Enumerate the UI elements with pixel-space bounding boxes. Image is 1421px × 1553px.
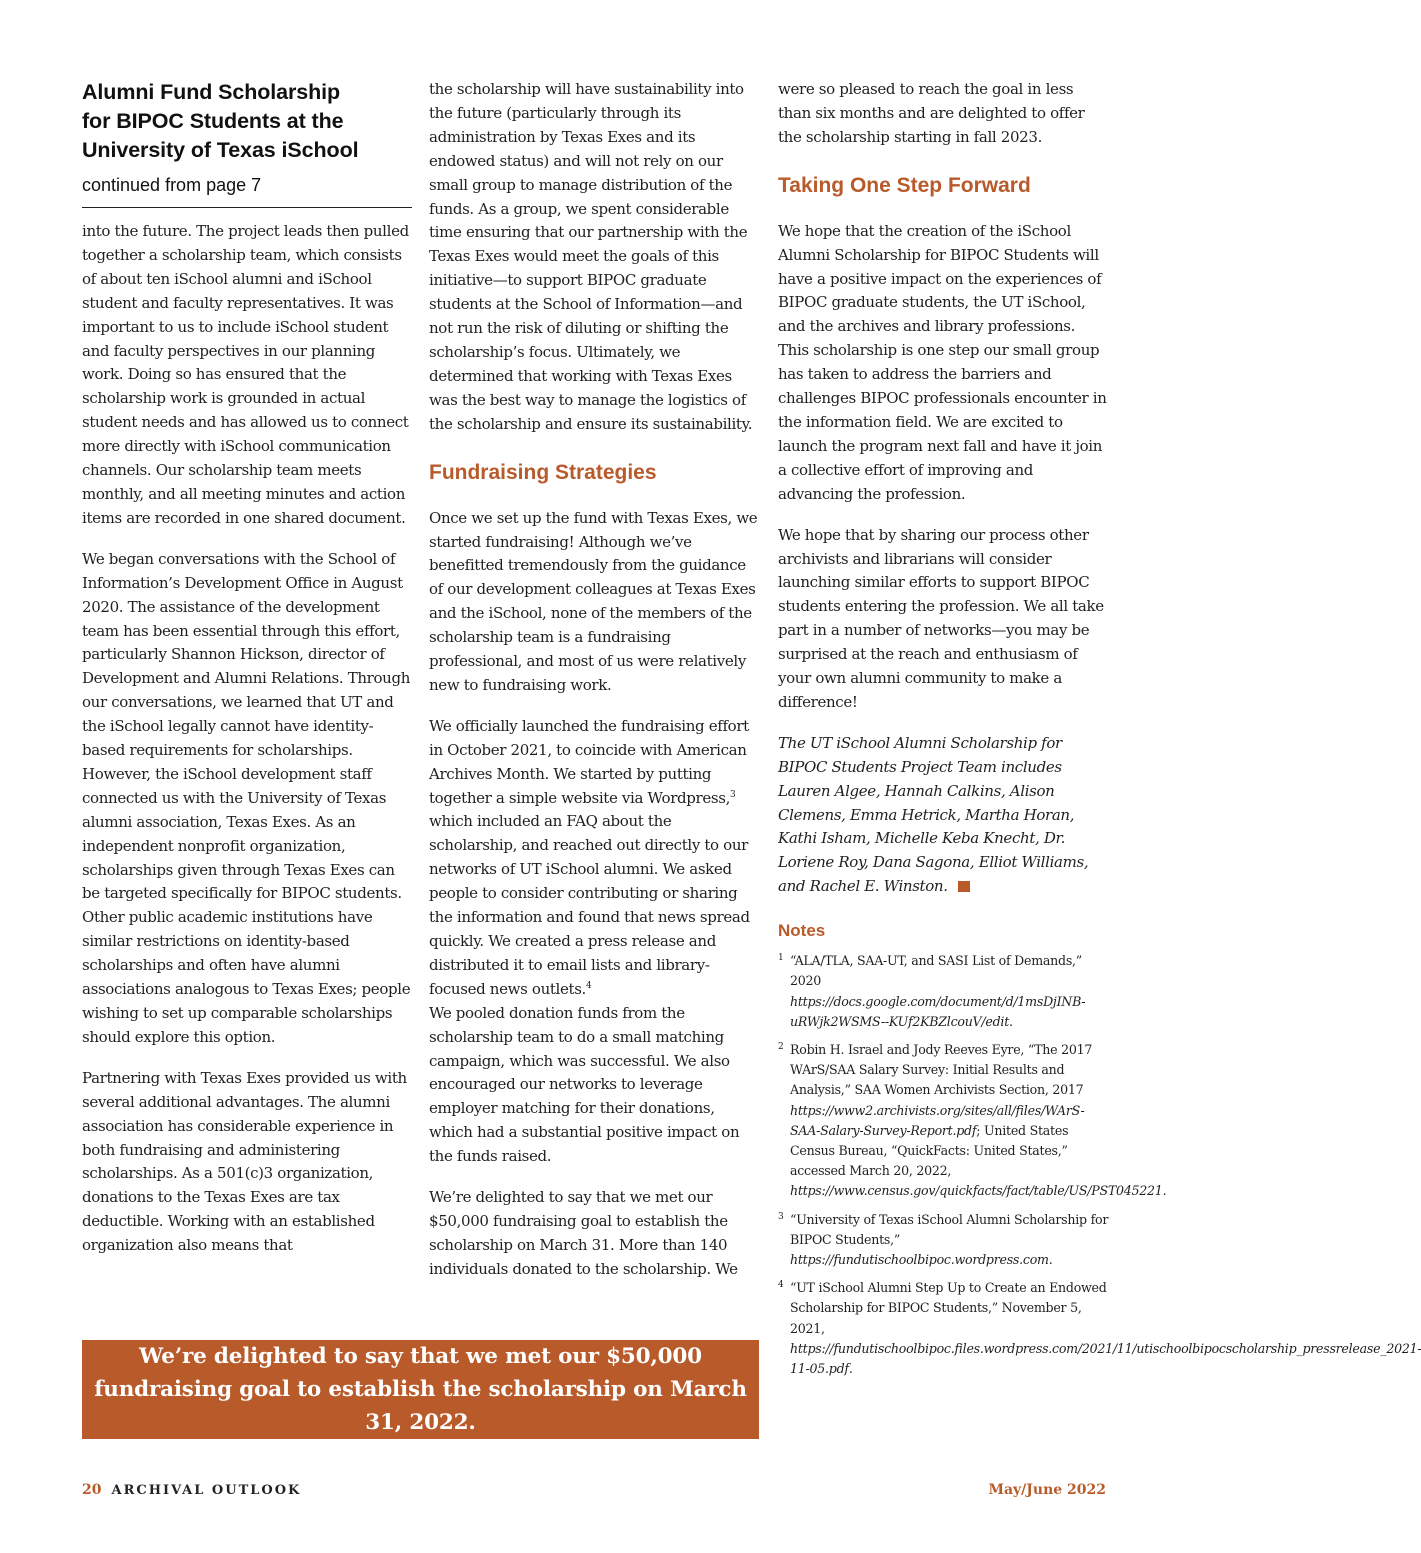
footnote-text: Robin H. Israel and Jody Reeves Eyre, “The 2017 WArS/SAA Salary Survey: Initial Results and Analysis,” SAA Women Archivists Section, 2017 xyxy=(790,1042,1093,1098)
footnote-number: 1 xyxy=(778,953,784,964)
footnote-text: ; United States Census Bureau, “QuickFacts: United States,” accessed March 20, 2022, xyxy=(790,1122,1069,1179)
paragraph: the scholarship will have sustainability into the future (particularly through its administration by Texas Exes and its endowed status) and will not rely on our small group to manage distribution of the funds. As a group, we spent considerable time ensuring that our partnership with the Texas Exes would meet the goals of this initiative—to support BIPOC graduate students at the School of Information—and not run the risk of diluting or shifting the scholarship’s focus. Ultimately, we determined that working with Texas Exes was the best way to manage the logistics of the scholarship and ensure its sustainability. xyxy=(429,80,753,433)
paragraph: We’re delighted to say that we met our $50,000 fundraising goal to establish the scholarship on March 31. More than 140 individuals donated to the scholarship. We xyxy=(429,1188,738,1278)
footnote-ref-3[interactable]: 3 xyxy=(730,789,736,800)
paragraph: We began conversations with the School of Information’s Development Office in August 2020. The assistance of the development team has been essential through this effort, particularly Shannon Hickson, director of Development and Alumni Relations. Through our conversations, we learned that UT and the iSchool legally cannot have identity-based requirements for scholarships. However, the iSchool development staff connected us with the University of Texas alumni association, Texas Exes. As an independent nonprofit organization, scholarships given through Texas Exes can be targeted specifically for BIPOC students. Other public academic institutions have similar restrictions on identity-based scholarships and often have alumni associations analogous to Texas Exes; people wishing to set up comparable scholarships should explore this option. xyxy=(82,549,411,1046)
paragraph: Partnering with Texas Exes provided us with several additional advantages. The alumni association has considerable experience in both fundraising and administering scholarships. As a 501(c)3 organization, donations to the Texas Exes are tax deductible. Working with an established organization also means that xyxy=(82,1068,407,1255)
footnote-4 xyxy=(778,1278,1421,1379)
footnote-number: 2 xyxy=(778,1042,784,1052)
column-3 xyxy=(778,78,1421,1387)
paragraph-text: We pooled donation funds from the scholarship team to do a small matching campaign, which was successful. We also encouraged our networks to leverage employer matching for their donations, which had a substantial positive impact on the funds raised. xyxy=(429,1003,740,1166)
paragraph-text: which included an FAQ about the scholarship, and reached out directly to our networks of UT iSchool alumni. We asked people to consider contributing or sharing the information and found that news spread quickly. We created a press release and distributed it to email lists and library-focused news outlets. xyxy=(429,812,750,998)
footnote-link[interactable]: https://fundutischoolbipoc.wordpress.com xyxy=(790,1252,1049,1268)
footnote-2 xyxy=(778,1040,1167,1202)
footnote-ref-4[interactable]: 4 xyxy=(585,980,592,991)
section-heading-step-forward: Taking One Step Forward xyxy=(778,173,1031,197)
footnote-1 xyxy=(778,951,1110,1032)
column-2 xyxy=(429,78,759,1282)
pull-quote-text: We’re delighted to say that we met our $50,000 fundraising goal to establish the scholarship on March 31, 2022. xyxy=(94,1344,747,1435)
footer-left xyxy=(82,1482,301,1498)
section-heading-fundraising: Fundraising Strategies xyxy=(429,460,657,484)
paragraph: were so pleased to reach the goal in less than six months and are delighted to offer the scholarship starting in fall 2023. xyxy=(778,80,1085,146)
paragraph: We hope that by sharing our process other archivists and librarians will consider launching similar efforts to support BIPOC students entering the profession. We all take part in a number of networks—you may be surprised at the reach and enthusiasm of your own alumni community to make a difference! xyxy=(778,525,1104,711)
footnote-link[interactable]: https://fundutischoolbipoc.files.wordpress.com/2021/11/utischoolbipocscholarship_pressrelease_2021-11-05.pdf xyxy=(790,1340,1421,1377)
footnote-end: . xyxy=(1162,1183,1167,1199)
paragraph-text: We officially launched the fundraising effort in October 2021, to coincide with American Archives Month. We started by putting together a simple website via Wordpress, xyxy=(429,716,749,807)
footnote-link[interactable]: https://docs.google.com/document/d/1msDjINB-uRWjk2WSMS--KUf2KBZlcouV/edit xyxy=(790,993,1086,1029)
title-divider xyxy=(82,207,412,208)
continued-note: continued from page 7 xyxy=(82,175,262,195)
paragraph xyxy=(429,715,759,1169)
article-title xyxy=(82,78,412,165)
page-number: 20 xyxy=(82,1482,102,1498)
title-line: Alumni Fund Scholarship xyxy=(82,80,341,104)
footnote-number: 4 xyxy=(778,1280,784,1291)
end-mark-icon xyxy=(958,881,970,892)
footnote-end: . xyxy=(1009,1013,1013,1029)
notes-heading: Notes xyxy=(778,921,826,941)
credits-text: The UT iSchool Alumni Scholarship for BIPOC Students Project Team includes Lauren Algee, Hannah Calkins, Alison Clemens, Emma Hetrick, Martha Horan, Kathi Isham, Michelle Keba Knecht, Dr. Loriene Roy, Dana Sagona, Elliot Williams, and Rachel E. Winston. xyxy=(778,733,1089,896)
footnote-link[interactable]: https://www.census.gov/quickfacts/fact/table/US/PST045221 xyxy=(790,1183,1163,1199)
footnote-text: “ALA/TLA, SAA-UT, and SASI List of Demands,” 2020 xyxy=(790,953,1082,989)
footnote-3 xyxy=(778,1210,1110,1271)
title-line: University of Texas iSchool xyxy=(82,138,359,162)
footnote-end: . xyxy=(1048,1252,1053,1268)
paragraph: Once we set up the fund with Texas Exes, we started fundraising! Although we’ve benefitted tremendously from the guidance of our development colleagues at Texas Exes and the iSchool, none of the members of the scholarship team is a fundraising professional, and most of us were relatively new to fundraising work. xyxy=(429,508,758,694)
footnote-link[interactable]: https://www2.archivists.org/sites/all/files/WArS-SAA-Salary-Survey-Report.pdf xyxy=(790,1102,1085,1138)
footnote-text: “University of Texas iSchool Alumni Scholarship for BIPOC Students,” xyxy=(790,1211,1109,1247)
team-credits xyxy=(778,732,1110,899)
title-line: for BIPOC Students at the xyxy=(82,109,344,133)
pull-quote xyxy=(82,1340,759,1439)
publication-name: ARCHIVAL OUTLOOK xyxy=(111,1483,302,1498)
footnote-text: “UT iSchool Alumni Step Up to Create an Endowed Scholarship for BIPOC Students,” November 5, 2021, xyxy=(790,1280,1107,1336)
paragraph: into the future. The project leads then pulled together a scholarship team, which consists of about ten iSchool alumni and iSchool student and faculty representatives. It was important to us to include iSchool student and faculty perspectives in our planning work. Doing so has ensured that the scholarship work is grounded in actual student needs and has allowed us to connect more directly with iSchool communication channels. Our scholarship team meets monthly, and all meeting minutes and action items are recorded in one shared document. xyxy=(82,222,409,527)
footnote-end: . xyxy=(848,1361,853,1377)
paragraph: We hope that the creation of the iSchool Alumni Scholarship for BIPOC Students will have a positive impact on the experiences of BIPOC graduate students, the UT iSchool, and the archives and library professions. This scholarship is one step our small group has taken to address the barriers and challenges BIPOC professionals encounter in the information field. We are excited to launch the program next fall and have it join a collective effort of improving and advancing the profession. xyxy=(778,221,1107,503)
column-1 xyxy=(82,78,412,1258)
issue-date: May/June 2022 xyxy=(988,1482,1106,1498)
footnote-number: 3 xyxy=(778,1211,784,1222)
